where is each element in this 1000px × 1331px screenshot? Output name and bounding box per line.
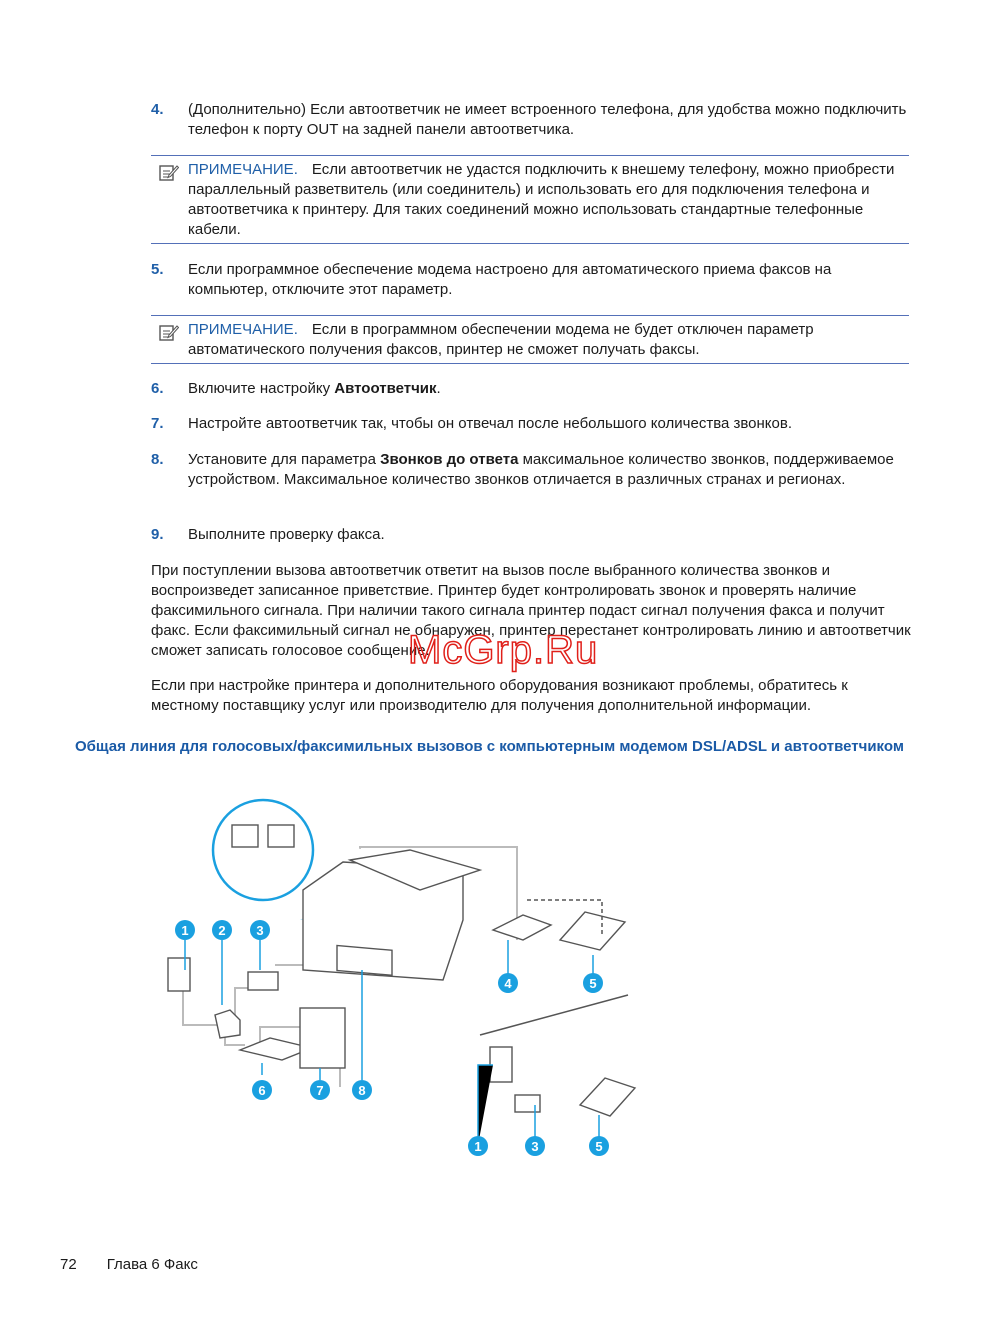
page-number: 72 [60,1256,77,1273]
callout-label: 2 [218,923,226,938]
step-9: 9. Выполните проверку факса. [151,526,385,543]
paragraph: Если при настройке принтера и дополнительного оборудования возникают проблемы, обратитесь к местному поставщику услуг или производителю для получения дополнительной информации. [151,677,848,714]
page-footer [60,1255,228,1275]
callout-label: 6 [258,1083,266,1098]
step-6: 6. Включите настройку Автоответчик. [151,380,441,397]
callout-label: 5 [595,1139,603,1154]
callout-label: 1 [474,1139,482,1154]
note-icon [159,163,179,181]
callout-label: 8 [358,1083,366,1098]
chapter-title: Глава 6 Факс [106,1256,198,1273]
callout-label: 7 [316,1083,324,1098]
section-heading: Общая линия для голосовых/факсимильных вызовов с компьютерным модемом DSL/ADSL и автоответчиком [75,738,904,755]
paragraph: При поступлении вызова автоответчик ответит на вызов после выбранного количества звонков и воспроизведет записанное приветствие. Принтер будет контролировать звонок и проверять наличие факсимильного сигнала. При наличии такого сигнала принтер подаст сигнал получения факса и получит факс. Если факсимильный сигнал не обнаружен, принтер перестанет контролировать линию и автоответчик сможет записать голосовое сообщение. [151,562,911,659]
callout-label: 1 [181,923,189,938]
note-1: ПРИМЕЧАНИЕ. Если автоответчик не удастся подключить к внешему телефону, можно приобрести параллельный разветвитель (или соединитель) и использовать его для подключения телефона и автоответчика к принтеру. Для таких соединений можно использовать стандартные телефонные кабели. [151,155,909,244]
watermark: McGrp.Ru [408,628,599,672]
step-4: 4. (Дополнительно) Если автоответчик не имеет встроенного телефона, для удобства можно подключить телефон к порту OUT на задней панели автоответчика. [151,101,907,138]
note-icon [159,323,179,341]
step-7: 7. Настройте автоответчик так, чтобы он отвечал после небольшого количества звонков. [151,415,793,432]
callout-label: 3 [256,923,264,938]
step-8: 8. Установите для параметра Звонков до ответа максимальное количество звонков, поддерживаемое устройством. Максимальное количество звонков отличается в различных странах и регионах. [151,451,894,488]
note-2: ПРИМЕЧАНИЕ. Если в программном обеспечении модема не будет отключен параметр автоматического получения факсов, принтер не сможет получать факсы. [151,315,909,364]
callout-label: 4 [504,976,512,991]
callout-label: 5 [589,976,597,991]
connection-diagram [160,790,640,1170]
callout-label: 3 [531,1139,539,1154]
step-5: 5. Если программное обеспечение модема настроено для автоматического приема факсов на компьютер, отключите этот параметр. [151,261,832,298]
